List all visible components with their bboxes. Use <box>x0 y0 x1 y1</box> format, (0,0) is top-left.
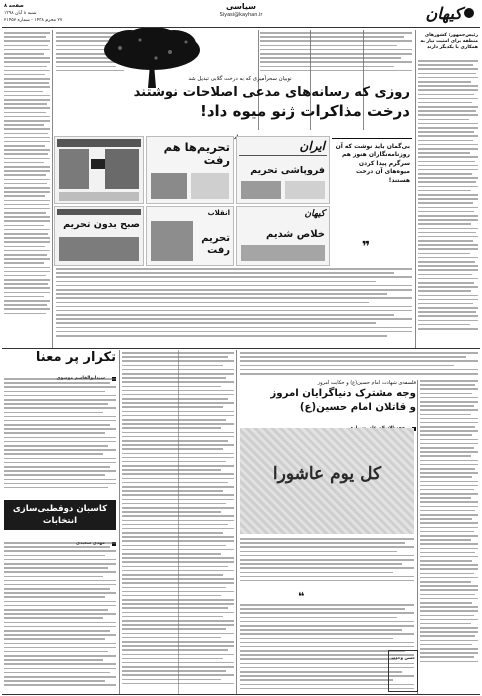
page-label: صفحه ۸ <box>4 3 24 9</box>
thumb-photo <box>59 149 89 189</box>
duqotb-text <box>4 542 116 692</box>
bottom-rule <box>2 694 480 695</box>
right-column-text <box>418 60 478 344</box>
date-line-1: شنبه ۸ آبان ۱۳۹۸ <box>4 11 37 16</box>
tekrar-headline: تکرار پر معنا <box>35 350 116 365</box>
newspaper-thumbnail <box>146 206 234 266</box>
thumb-masthead: انقلاب <box>207 209 230 217</box>
column-rule <box>52 30 53 348</box>
right-sidebar-heading: رئیس‌جمهور: کشورهای منطقه برای امنیت نیاز به همکاری با یکدیگر دارند <box>420 33 478 50</box>
thumb-masthead: ایران <box>299 139 325 153</box>
imam-text-lower <box>240 538 414 588</box>
thumb-headline: تحریم رفت <box>201 233 230 256</box>
bottom-quote-box <box>388 650 418 692</box>
newspaper-logo <box>420 3 474 25</box>
newspaper-thumbnail <box>146 136 234 204</box>
article-columns-top <box>260 32 412 76</box>
column-rule <box>417 380 418 694</box>
tekrar-text <box>4 378 116 496</box>
quote-marks-icon: ❝ <box>298 590 305 603</box>
imam-headline-1: وجه مشترک دنیاگرایان امروز <box>270 388 416 399</box>
thumb-headline <box>91 159 105 169</box>
imam-headline-2: و قاتلان امام حسین(ع) <box>299 402 416 413</box>
calligraphy-text: کل یوم عاشورا <box>272 464 382 484</box>
masthead <box>0 0 482 30</box>
article-columns-lower-middle <box>122 352 234 692</box>
thumb-headline: خلاص شدیم <box>266 229 325 240</box>
imam-kicker: فلسفه‌ی شهادت امام حسین(ع) و حکایت امروز <box>317 380 416 386</box>
pull-quote-box <box>332 138 412 265</box>
calligraphy-image <box>240 428 414 534</box>
thumb-masthead: کیهان <box>304 209 325 219</box>
thumb-headline: صبح بدون تحریم <box>63 219 140 230</box>
section-title: سیاسی <box>225 2 257 11</box>
thumb-headline: فروپاشی تحریم <box>250 165 325 176</box>
section-website: Siyasi@kayhan.ir <box>219 12 263 18</box>
column-rule <box>415 30 416 348</box>
column-rule <box>236 350 237 694</box>
date-line-2: ۲۷ محرم ۱۴۳۸ - شماره ۲۱۴۵۷ <box>4 18 63 23</box>
logo-emblem-icon <box>464 8 474 18</box>
imam-text-top <box>240 352 478 378</box>
newspaper-thumbnail <box>236 136 330 204</box>
lead-headline-1: روزی که رسانه‌های مدعی اصلاحات نوشتند <box>133 85 410 100</box>
imam-right-text <box>420 380 478 692</box>
thumb-headline: تحریم‌ها هم رفت <box>163 140 230 167</box>
logo-text: كيهان <box>425 4 462 23</box>
duqotb-headline: کاسبان دوقطبی‌سازی انتخابات <box>12 504 108 526</box>
thumb-photo <box>105 149 139 189</box>
newspaper-thumbnail <box>54 206 144 266</box>
column-rule <box>119 350 120 694</box>
section-divider <box>2 348 480 349</box>
article-columns-middle <box>56 268 412 344</box>
quote-marks-icon: ❞ <box>362 239 371 255</box>
lead-kicker: نوبیان سحرآمیزی که به درخت گلابی تبدیل شد <box>188 76 292 82</box>
left-column-text <box>4 32 50 344</box>
masthead-rule <box>2 27 480 28</box>
pull-quote-text: بی‌گمان باید نوشت که آن روزنامه‌نگاران هنوز هم سرگرم پیدا کردن میوه‌های آن درخت هستند! <box>335 143 410 184</box>
lead-byline <box>188 127 268 134</box>
bottom-quote-text: حسن وحدت <box>391 655 415 660</box>
newspaper-thumbnail <box>54 136 144 204</box>
lead-headline-2: درخت مذاکرات ژنو میوه داد! <box>200 102 410 120</box>
newspaper-thumbnail <box>236 206 330 266</box>
duqotb-title-box <box>4 500 116 530</box>
